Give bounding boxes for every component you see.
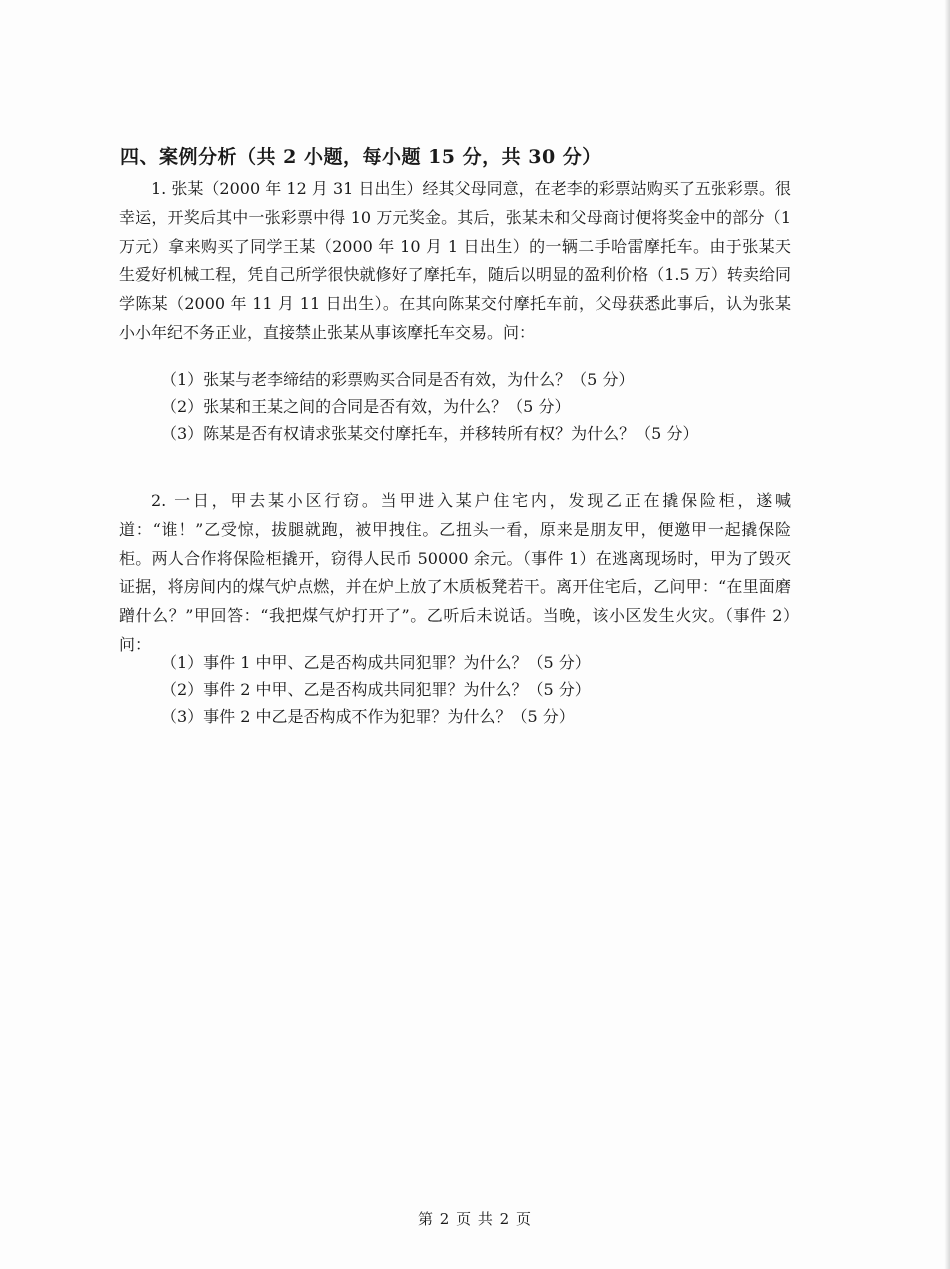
case-1-question-2: （2）张某和王某之间的合同是否有效，为什么？（5 分） — [161, 397, 571, 416]
section-title: 四、案例分析（共 2 小题，每小题 15 分，共 30 分） — [120, 146, 602, 168]
case-2-text: 2. 一日，甲去某小区行窃。当甲进入某户住宅内，发现乙正在撬保险柜，遂喊道：“谁！”乙受惊，拔腿就跑，被甲拽住。乙扭头一看，原来是朋友甲，便邀甲一起撬保险柜。两人合作将保险柜撬开，窃得人民币 50000 余元。（事件 1）在逃离现场时，甲为了毁灭证据，将房间内的煤气炉点燃，并在炉上放了木质板凳若干。离开住宅后，乙问甲：“在里面磨蹭什么？”甲回答：“我把煤气炉打开了”。乙听后未说话。当晚，该小区发生火灾。（事件 2） 问： — [119, 491, 840, 654]
page-number-footer: 第 2 页 共 2 页 — [418, 1210, 532, 1228]
case-2-question-2: （2）事件 2 中甲、乙是否构成共同犯罪？为什么？（5 分） — [161, 680, 591, 699]
case-1-question-1: （1）张某与老李缔结的彩票购买合同是否有效，为什么？（5 分） — [161, 370, 635, 389]
case-1-text: 1. 张某（2000 年 12 月 31 日出生）经其父母同意，在老李的彩票站购买了五张彩票。很幸运，开奖后其中一张彩票中得 10 万元奖金。其后，张某未和父母商讨便将奖金中的部分（1 万元）拿来购买了同学王某（2000 年 10 月 1 日出生）的一辆二手哈雷摩托车。由于张某天生爱好机械工程，凭自己所学很快就修好了摩托车，随后以明显的盈利价格（1.5 万）转卖给同学陈某（2000 年 11 月 11 日出生）。在其向陈某交付摩托车前，父母获悉此事后，认为张某小小年纪不务正业，直接禁止张某从事该摩托车交易。问： — [119, 179, 791, 342]
case-1-question-3: （3）陈某是否有权请求张某交付摩托车，并移转所有权？为什么？（5 分） — [161, 424, 699, 443]
scan-edge-shadow — [944, 0, 950, 1269]
case-2-question-1: （1）事件 1 中甲、乙是否构成共同犯罪？为什么？（5 分） — [161, 653, 591, 672]
case-2-question-3: （3）事件 2 中乙是否构成不作为犯罪？为什么？（5 分） — [161, 707, 575, 726]
